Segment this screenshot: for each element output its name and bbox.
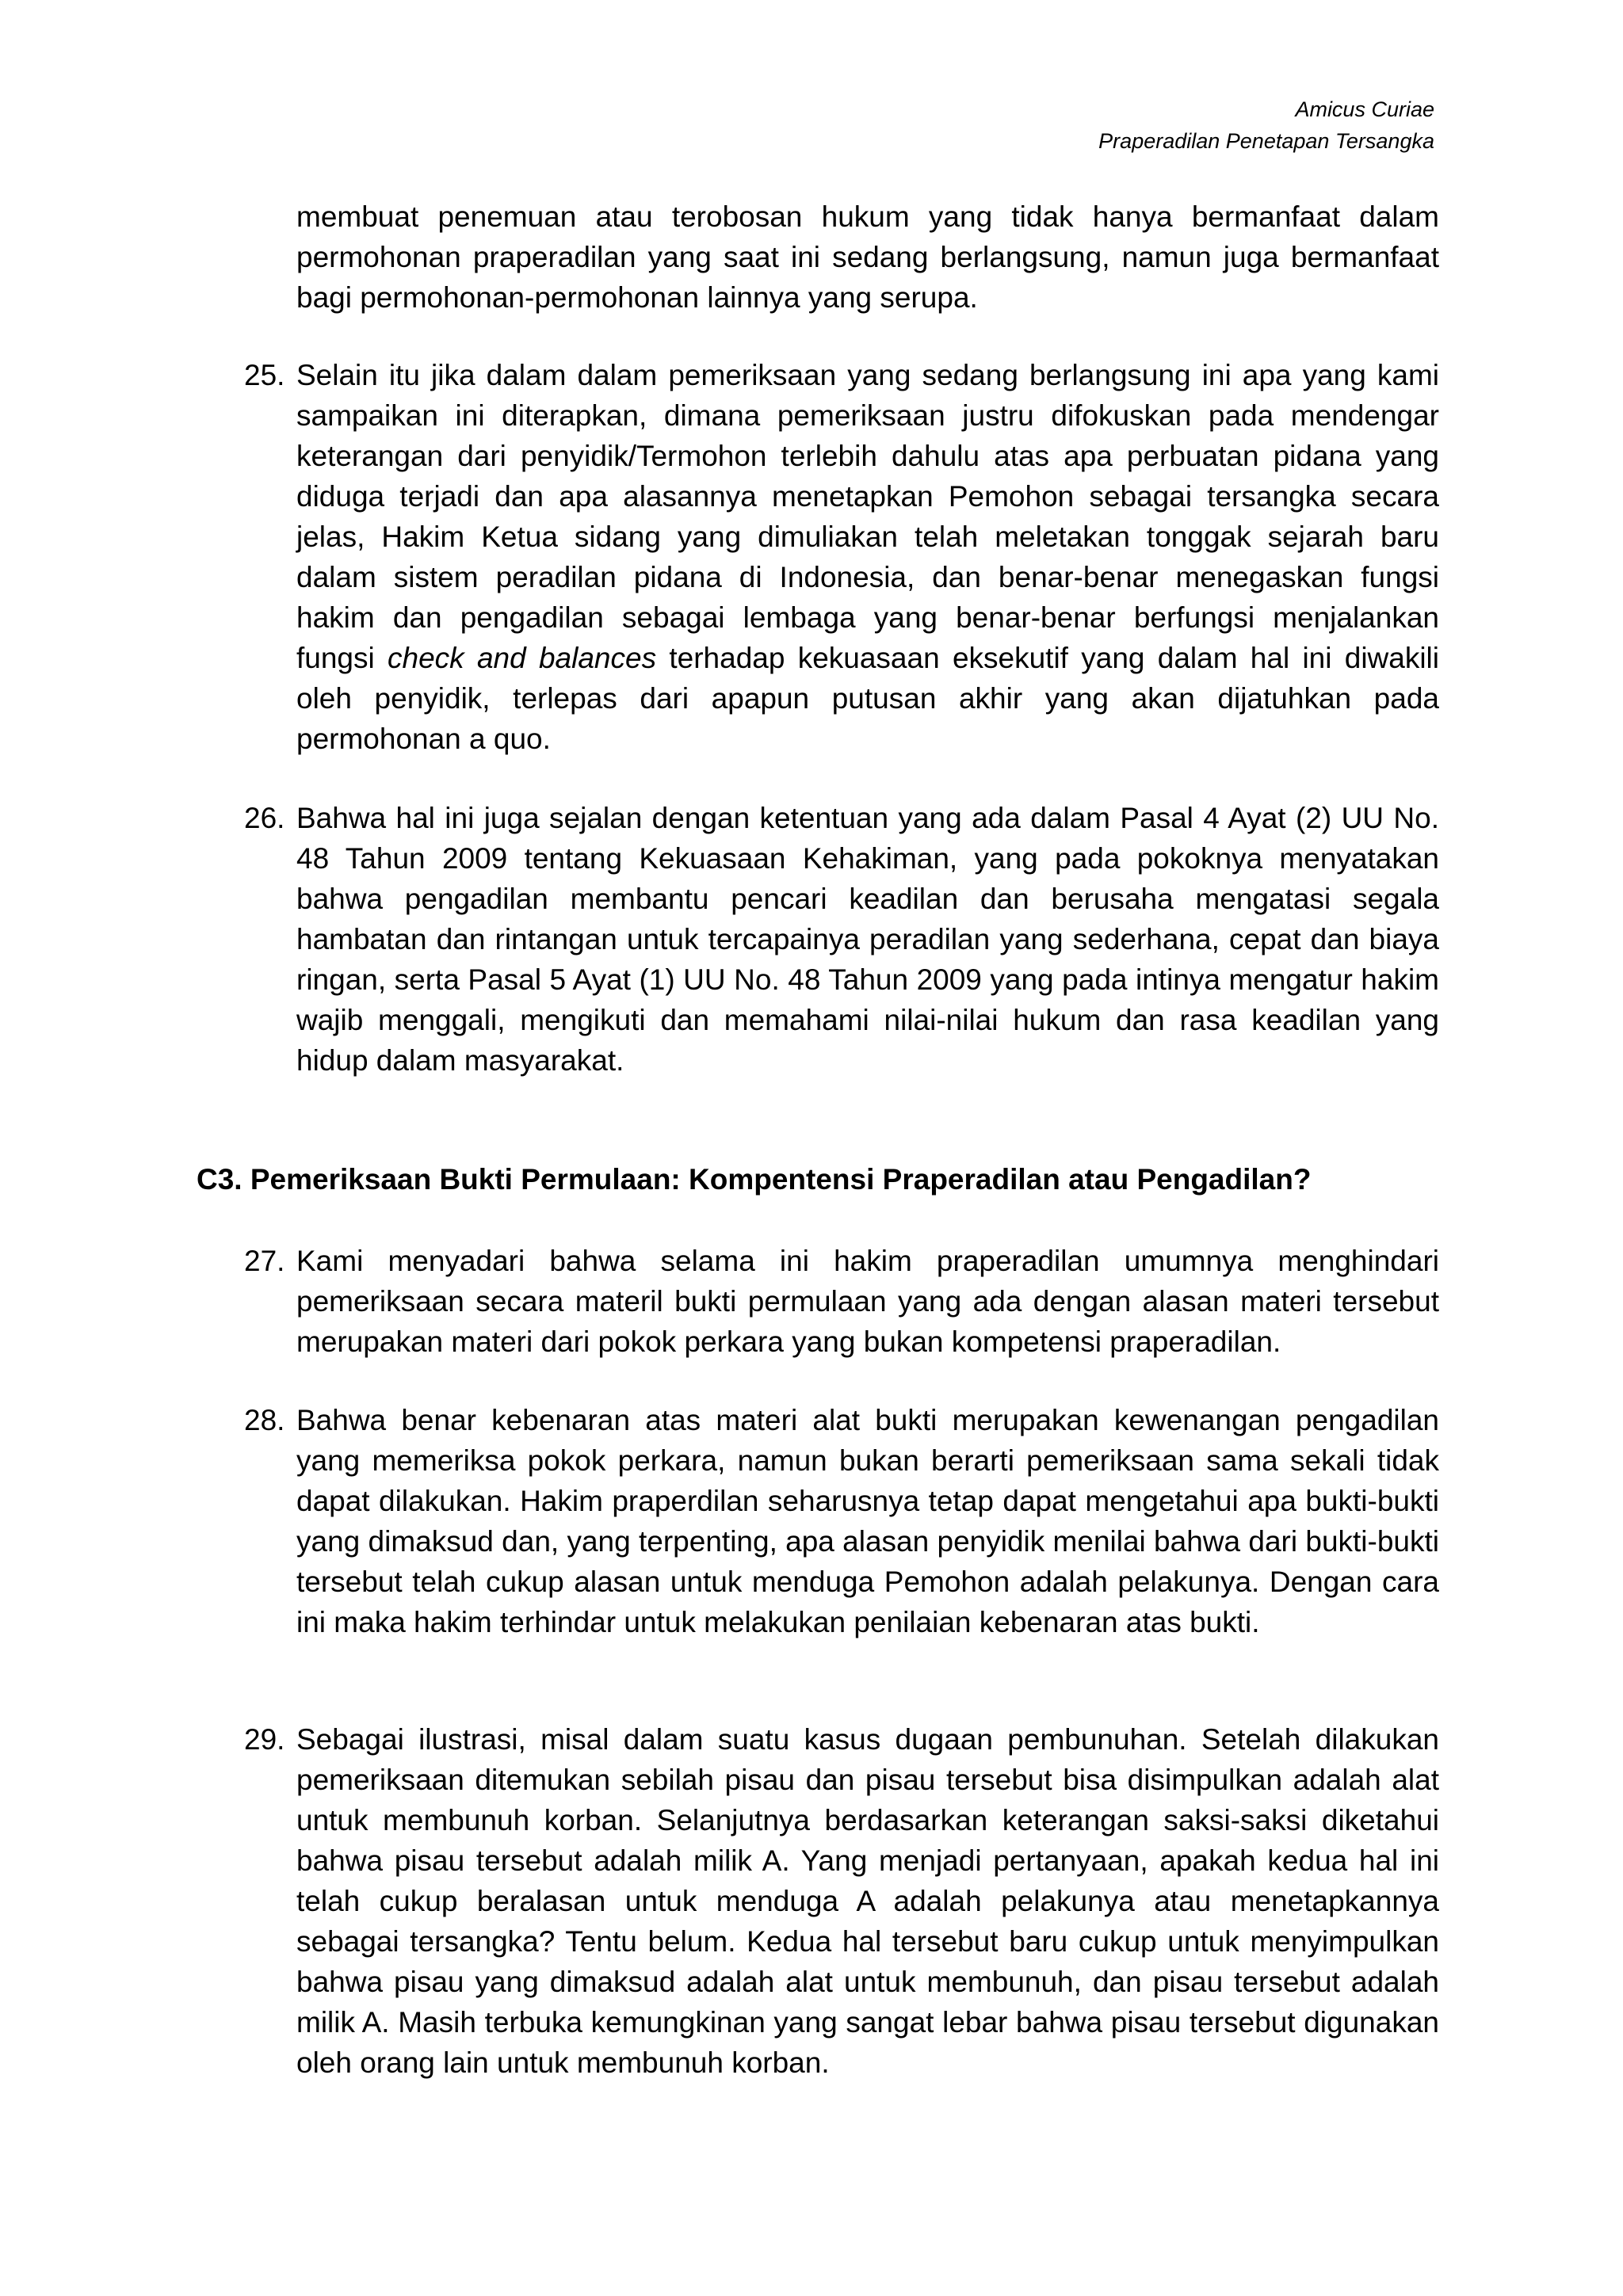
- continued-paragraph: membuat penemuan atau terobosan hukum yang tidak hanya bermanfaat dalam permohonan praperadilan yang saat ini sedang berlangsung, namun juga bermanfaat bagi permohonan-permohonan lainnya yang serupa.: [296, 200, 1439, 314]
- list-item-28: Bahwa benar kebenaran atas materi alat bukti merupakan kewenangan pengadilan yang memeriksa pokok perkara, namun bukan berarti pemeriksaan sama sekali tidak dapat dilakukan. Hakim praperdilan seharusnya tetap dapat mengetahui apa bukti-bukti yang dimaksud dan, yang terpenting, apa alasan penyidik menilai bahwa dari bukti-bukti tersebut telah cukup alasan untuk menduga Pemohon adalah pelakunya. Dengan cara ini maka hakim terhindar untuk melakukan penilaian kebenaran atas bukti.: [296, 1404, 1439, 1638]
- header-title: Amicus Curiae: [1295, 97, 1434, 121]
- item-25-italic-term: check and balances: [388, 642, 657, 674]
- item-number-25: 25.: [244, 359, 285, 391]
- header-subtitle: Praperadilan Penetapan Tersangka: [1098, 129, 1434, 153]
- section-heading: C3. Pemeriksaan Bukti Permulaan: Kompentensi Praperadilan atau Pengadilan?: [197, 1163, 1312, 1196]
- item-number-28: 28.: [244, 1404, 285, 1436]
- item-number-29: 29.: [244, 1723, 285, 1756]
- list-item-25: [296, 355, 1439, 759]
- page-header: [1098, 93, 1434, 157]
- item-25-text-part1: Selain itu jika dalam dalam pemeriksaan yang sedang berlangsung ini apa yang kami sampaikan ini diterapkan, dimana pemeriksaan justru difokuskan pada mendengar keterangan dari penyidik/Termohon terlebih dahulu atas apa perbuatan pidana yang diduga terjadi dan apa alasannya menetapkan Pemohon sebagai tersangka secara jelas, Hakim Ketua sidang yang dimuliakan telah meletakan tonggak sejarah baru dalam sistem peradilan pidana di Indonesia, dan benar-benar menegaskan fungsi hakim dan pengadilan sebagai lembaga yang benar-benar berfungsi menjalankan fungsi: [296, 359, 1439, 674]
- list-item-26: Bahwa hal ini juga sejalan dengan ketentuan yang ada dalam Pasal 4 Ayat (2) UU No. 48 Tahun 2009 tentang Kekuasaan Kehakiman, yang pada pokoknya menyatakan bahwa pengadilan membantu pencari keadilan dan berusaha mengatasi segala hambatan dan rintangan untuk tercapainya peradilan yang sederhana, cepat dan biaya ringan, serta Pasal 5 Ayat (1) UU No. 48 Tahun 2009 yang pada intinya mengatur hakim wajib menggali, mengikuti dan memahami nilai-nilai hukum dan rasa keadilan yang hidup dalam masyarakat.: [296, 802, 1439, 1077]
- list-item-29: Sebagai ilustrasi, misal dalam suatu kasus dugaan pembunuhan. Setelah dilakukan pemeriksaan ditemukan sebilah pisau dan pisau tersebut bisa disimpulkan adalah alat untuk membunuh korban. Selanjutnya berdasarkan keterangan saksi-saksi diketahui bahwa pisau tersebut adalah milik A. Yang menjadi pertanyaan, apakah kedua hal ini telah cukup beralasan untuk menduga A adalah pelakunya atau menetapkannya sebagai tersangka? Tentu belum. Kedua hal tersebut baru cukup untuk menyimpulkan bahwa pisau yang dimaksud adalah alat untuk membunuh, dan pisau tersebut adalah milik A. Masih terbuka kemungkinan yang sangat lebar bahwa pisau tersebut digunakan oleh orang lain untuk membunuh korban.: [296, 1723, 1439, 2079]
- item-number-26: 26.: [244, 802, 285, 834]
- list-item-27: Kami menyadari bahwa selama ini hakim praperadilan umumnya menghindari pemeriksaan secara materil bukti permulaan yang ada dengan alasan materi tersebut merupakan materi dari pokok perkara yang bukan kompetensi praperadilan.: [296, 1245, 1439, 1358]
- item-25-text-part2: terhadap kekuasaan eksekutif yang dalam hal ini diwakili oleh penyidik, terlepas dari apapun putusan akhir yang akan dijatuhkan pada permohonan a quo.: [296, 642, 1440, 755]
- item-number-27: 27.: [244, 1245, 285, 1277]
